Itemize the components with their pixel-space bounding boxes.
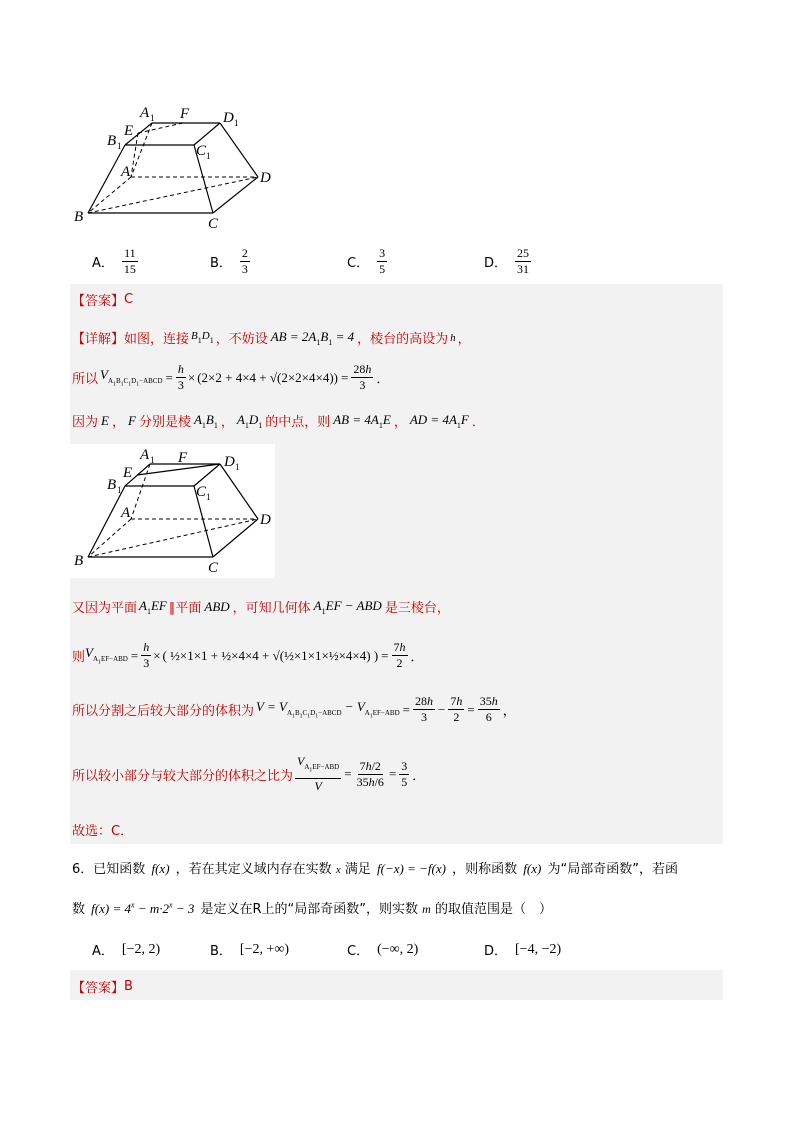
label-d1: D	[223, 110, 234, 126]
label-b: B	[74, 209, 84, 225]
label-b1: B	[107, 133, 117, 149]
label-a1: A	[140, 105, 150, 121]
frustum-diagram	[70, 100, 290, 235]
frustum-figure-1	[70, 100, 290, 235]
q6-answer-line: 【答案】 B	[72, 979, 133, 996]
q5-option-b[interactable]: B． $\frac{2}{3}$	[210, 246, 248, 276]
q6-option-a[interactable]: A． [−2, 2)	[92, 941, 161, 959]
label2-b: B	[74, 553, 84, 569]
detail-line-7: 所以较小部分与较大部分的体积之比为 $\frac{V_{A_1EF-ABD}}{V}$ = $\frac{7h/2}{35h/6}$ = $\frac{3}{5}$ ．	[72, 754, 426, 794]
q6-answer-block	[70, 970, 723, 1000]
label-d: D	[260, 170, 271, 186]
frustum-diagram-2	[70, 444, 275, 578]
label-a: A	[121, 164, 131, 180]
q5-option-d[interactable]: D． $\frac{25}{31}$	[484, 246, 530, 276]
label2-d1: D	[224, 454, 235, 470]
label2-f: F	[178, 450, 188, 466]
label-f: F	[180, 106, 190, 122]
svg-text:1: 1	[117, 485, 122, 495]
svg-text:1: 1	[235, 462, 240, 472]
detail-line-6: 所以分割之后较大部分的体积为 $V = V_{A_1B_1C_1D_1-ABCD} - V_{A_1EF-ABD}$ = $\frac{28h}{3}$ − $\frac{7h}{2}$ = $\frac{35h}{6}$ ，	[72, 694, 516, 724]
label2-a: A	[121, 505, 131, 521]
label-c: C	[208, 216, 219, 232]
label2-e: E	[123, 465, 133, 481]
q6-line-2: 数 $f(x) = 4^x - m\cdot 2^x - 3$ 是定义在R上的“局部奇函数”，则实数 m 的取值范围是（ ）	[72, 900, 552, 917]
svg-text:1: 1	[150, 455, 155, 465]
q6-line-1: 6．已知函数 f(x) ，若在其定义域内存在实数 x 满足 f(−x) = −f(x) ，则称函数 f(x) 为“局部奇函数”，若函	[72, 861, 679, 877]
detail-line-1: 【详解】 如图，连接 $B_1D_1$ ，不妨设 AB = $2A_1B_1 = 4$ ，棱台的高设为 h ，	[72, 328, 471, 347]
q6-option-d[interactable]: D． [−4, −2)	[484, 941, 562, 959]
label2-d: D	[260, 512, 271, 528]
svg-text:1: 1	[150, 113, 155, 123]
q5-option-c[interactable]: C． $\frac{3}{5}$	[347, 246, 386, 276]
q6-option-b[interactable]: B． [−2, +∞)	[210, 941, 290, 959]
detail-line-4: 又因为平面 $A_1EF$ ∥平面 ABD ，可知几何体 $A_1EF$ − ABD 是三棱台，	[72, 597, 450, 616]
svg-text:1: 1	[206, 151, 211, 161]
label2-c1: C	[196, 484, 207, 500]
svg-text:1: 1	[234, 118, 239, 128]
label-c1: C	[196, 143, 207, 159]
answer-line: 【答案】 C	[72, 292, 134, 309]
svg-text:1: 1	[117, 141, 122, 151]
q5-option-a[interactable]: A． $\frac{11}{15}$	[92, 246, 136, 276]
label2-b1: B	[107, 477, 117, 493]
label2-a1: A	[140, 447, 150, 463]
detail-line-3: 因为 E ， F 分别是棱 $A_1B_1$ ， $A_1D_1$ 的中点，则 AB = $4A_1E$ ， AD = $4A_1F$ ．	[72, 411, 485, 430]
frustum-figure-2	[70, 444, 275, 578]
q6-option-c[interactable]: C． (−∞, 2)	[347, 941, 419, 959]
svg-text:1: 1	[206, 492, 211, 502]
label2-c: C	[208, 560, 219, 576]
detail-line-5: 则 $V_{A_1EF-ABD}$ = $\frac{h}{3}$ × ( ½×1×1 + ½×4×4 + √(½×1×1×½×4×4) ) = $\frac{7h}{2}$ ．	[72, 640, 424, 670]
label-e: E	[124, 123, 134, 139]
conclusion-line: 故选：C．	[72, 824, 134, 839]
detail-line-2: 所以 $V_{A_1B_1C_1D_1-ABCD}$ = $\frac{h}{3}$ × (2×2 + 4×4 + √(2×2×4×4)) = $\frac{28h}{3}$ ．	[72, 362, 390, 392]
